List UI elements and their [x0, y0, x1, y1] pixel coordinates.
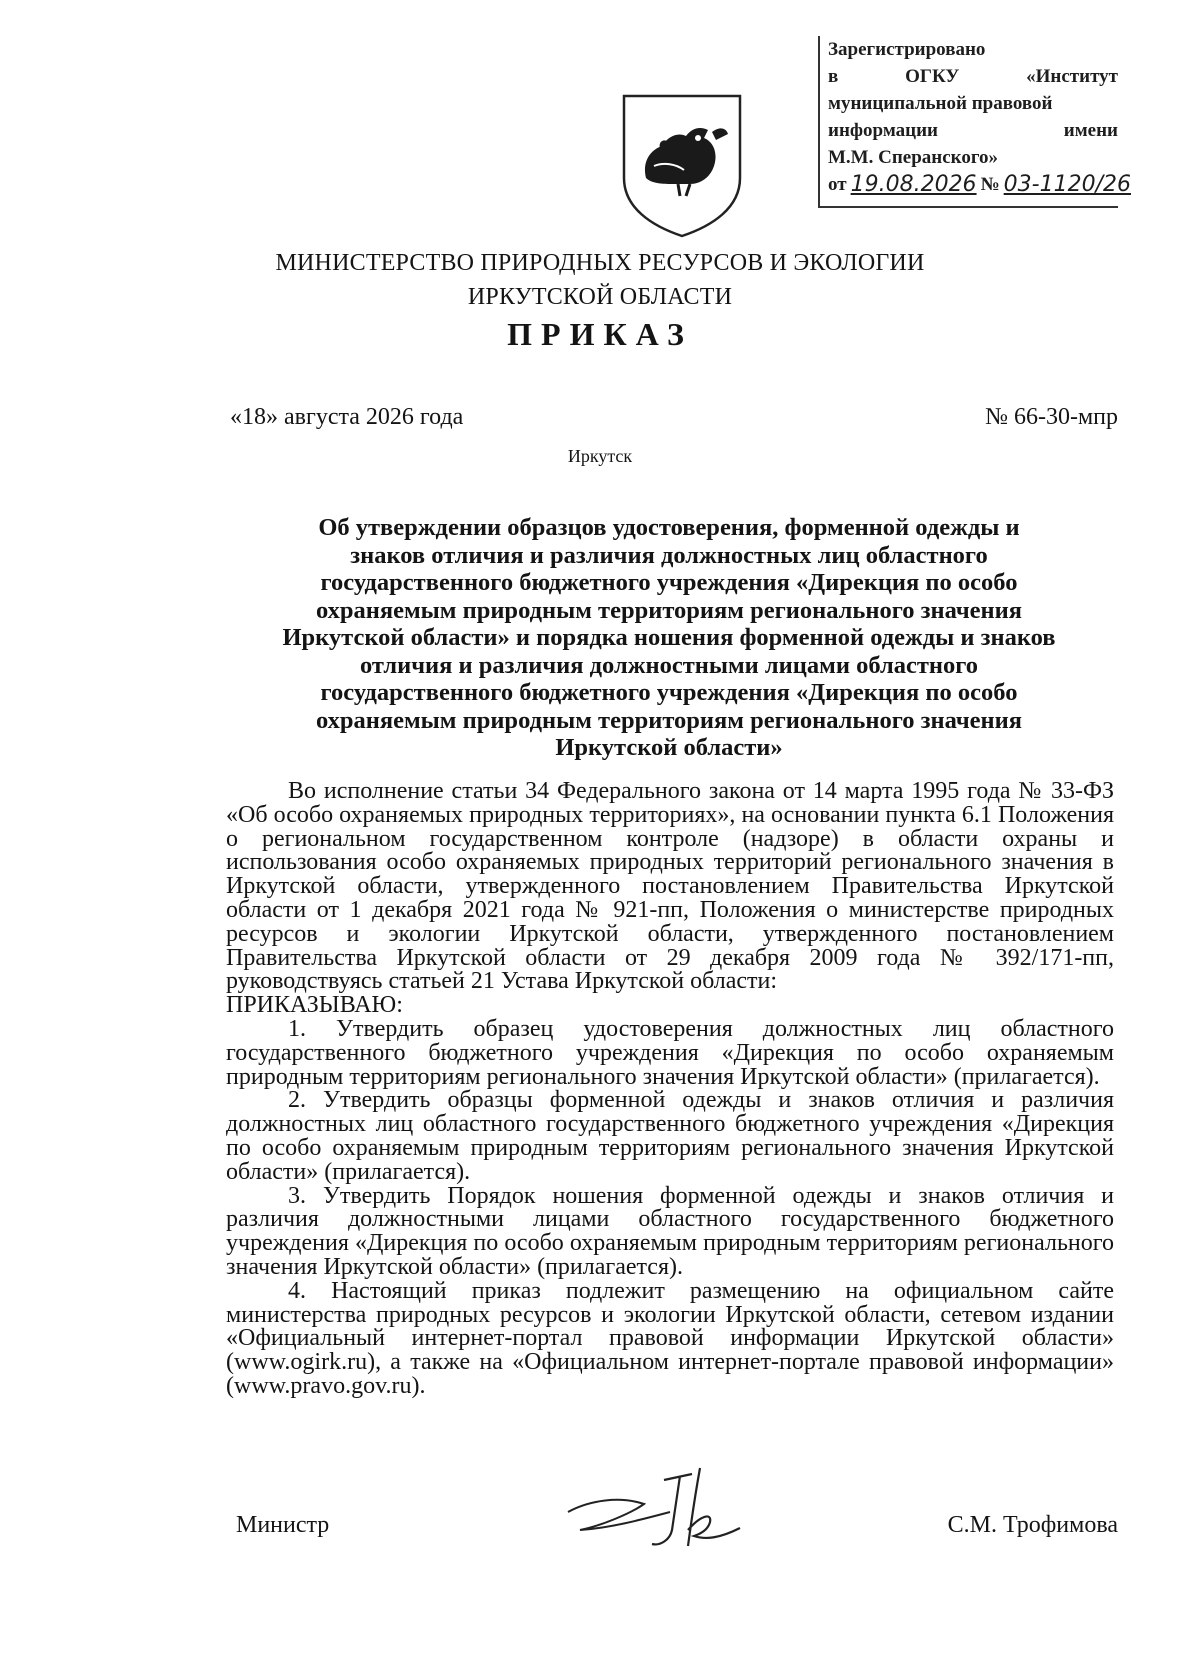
heading-line: государственного бюджетного учреждения «Дирекция по особо: [320, 569, 1018, 596]
signer-position: Министр: [236, 1512, 330, 1538]
heading-line: Иркутской области»: [555, 734, 783, 761]
heading-line: охраняемым природным территориям регионального значения: [315, 596, 1023, 624]
stamp-from-label: от: [828, 174, 847, 195]
stamp-no-label: №: [980, 174, 1000, 195]
heading-line: знаков отличия и различия должностных лиц областного: [350, 541, 988, 569]
order-number: № 66-30-мпр: [985, 404, 1118, 430]
order-word: ПРИКАЗЫВАЮ:: [226, 992, 403, 1019]
heading-line: охраняемым природным территориям регионального значения: [315, 706, 1023, 734]
order-body: [226, 780, 1114, 1399]
signature-icon: [560, 1460, 760, 1560]
heading-line: Об утверждении образцов удостоверения, форменной одежды и: [318, 514, 1020, 541]
signer-name: С.М. Трофимова: [947, 1512, 1118, 1538]
order-item-2: 2. Утвердить образцы форменной одежды и знаков отличия и различия должностных лиц областного государственного бюджетного учреждения «Дирекция по особо охраняемым природным территориям регионального значения Иркутской области» (прилагается).: [226, 1087, 1114, 1185]
preamble-paragraph: Во исполнение статьи 34 Федерального закона от 14 марта 1995 года № 33-ФЗ «Об особо охраняемых природных территориях», на основании пункта 6.1 Положения о региональном государственном контроле (надзоре) в области охраны и использования особо охраняемых природных территорий регионального значения в Иркутской области, утвержденного постановлением Правительства Иркутской области от 1 декабря 2021 года № 921-пп, Положения о министерстве природных ресурсов и экологии Иркутской области, утвержденного постановлением Правительства Иркутской области от 29 декабря 2009 года № 392/171-пп, руководствуясь статьей 21 Устава Иркутской области:: [226, 778, 1114, 995]
registration-stamp: [818, 36, 1131, 208]
ministry-line: МИНИСТЕРСТВО ПРИРОДНЫХ РЕСУРСОВ И ЭКОЛОГИИ: [275, 250, 925, 276]
document-type: ПРИКАЗ: [507, 316, 693, 352]
stamp-line: в: [828, 66, 839, 87]
stamp-line: информации: [828, 120, 938, 141]
ministry-line: ИРКУТСКОЙ ОБЛАСТИ: [467, 284, 733, 310]
order-city: Иркутск: [567, 446, 633, 466]
heading-line: отличия и различия должностными лицами областного: [359, 651, 979, 679]
heading-line: Иркутской области» и порядка ношения форменной одежды и знаков: [282, 624, 1056, 651]
order-item-4: 4. Настоящий приказ подлежит размещению на официальном сайте министерства природных ресурсов и экологии Иркутской области, сетевом издании «Официальный интернет-портал правовой информации Иркутской области» (www.ogirk.ru), а также на «Официальном интернет-портале правовой информации» (www.pravo.gov.ru).: [226, 1277, 1114, 1399]
stamp-line: ОГКУ: [905, 66, 960, 87]
stamp-line: Зарегистрировано: [828, 39, 986, 60]
stamp-line: муниципальной правовой: [828, 93, 1053, 114]
stamp-line: имени: [1063, 120, 1118, 141]
coat-of-arms-icon: [620, 92, 744, 238]
stamp-line: М.М. Сперанского»: [828, 147, 999, 168]
order-date: «18» августа 2026 года: [230, 404, 464, 430]
stamp-reg-number: 03-1120/26: [1003, 172, 1131, 197]
stamp-line: «Институт: [1026, 66, 1118, 87]
heading-line: государственного бюджетного учреждения «Дирекция по особо: [320, 679, 1018, 706]
order-heading: [224, 514, 1114, 762]
order-item-3: 3. Утвердить Порядок ношения форменной одежды и знаков отличия и различия должностными лицами областного государственного бюджетного учреждения «Дирекция по особо охраняемым природным территориям регионального значения Иркутской области» (прилагается).: [226, 1182, 1114, 1280]
ministry-name: [0, 246, 1200, 314]
order-item-1: 1. Утвердить образец удостоверения должностных лиц областного государственного бюджетного учреждения «Дирекция по особо охраняемым природным территориям регионального значения Иркутской области» (прилагается).: [226, 1015, 1114, 1090]
stamp-reg-date: 19.08.2026: [850, 172, 977, 197]
